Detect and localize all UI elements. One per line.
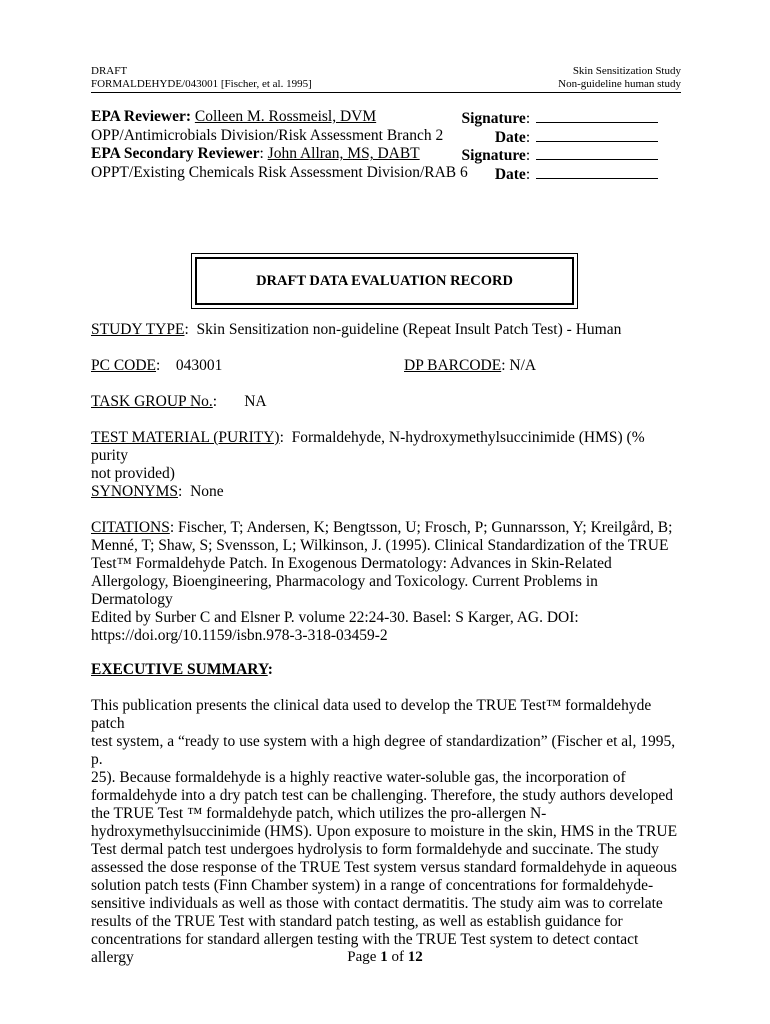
secondary-reviewer-name: John Allran, MS, DABT: [267, 145, 420, 163]
study-type-label: STUDY TYPE: [91, 321, 185, 338]
summary-line: 25). Because formaldehyde is a highly reactive water-soluble gas, the incorporation of: [91, 769, 626, 786]
reviewer-row-4: OPPT/Existing Chemicals Risk Assessment Division/RAB 6 Date:: [91, 164, 681, 183]
header-draft: DRAFT: [91, 65, 128, 77]
citation-line-2: Menné, T; Shaw, S; Svensson, L; Wilkinson, J. (1995). Clinical Standardization of the TRUE: [91, 537, 669, 554]
header-left: [91, 65, 312, 91]
synonyms-value: None: [190, 483, 224, 500]
page-total: 12: [407, 949, 423, 965]
page-footer: [0, 949, 770, 966]
title-text: DRAFT DATA EVALUATION RECORD: [195, 257, 574, 305]
signature-line-1: [536, 108, 658, 123]
reviewer-block: [91, 108, 681, 182]
summary-line: test system, a “ready to use system with a high degree of standardization” (Fischer et al, 1995, p.: [91, 733, 676, 768]
signature-line-2: [536, 145, 658, 160]
signature-label-1: Signature: [461, 110, 526, 127]
date-label-1: Date: [494, 128, 526, 146]
summary-line: the TRUE Test ™ formaldehyde patch, which utilizes the pro-allergen N-: [91, 805, 547, 822]
study-type-line: STUDY TYPE: Skin Sensitization non-guideline (Repeat Insult Patch Test) - Human: [91, 321, 622, 338]
task-group-value: NA: [244, 393, 267, 410]
citation-line-4: Allergology, Bioengineering, Pharmacology and Toxicology. Current Problems in Dermatology: [91, 573, 598, 608]
summary-line: Test dermal patch test undergoes hydrolysis to form formaldehyde and succinate. The study: [91, 841, 659, 858]
summary-line: This publication presents the clinical data used to develop the TRUE Test™ formaldehyde patch: [91, 697, 652, 732]
dp-barcode: [404, 357, 536, 375]
date-line-1: [536, 127, 658, 142]
summary-line: hydroxymethylsuccinimide (HMS). Upon exposure to moisture in the skin, HMS in the TRUE: [91, 823, 678, 840]
task-group-label: TASK GROUP No.: [91, 393, 213, 410]
summary-line: concentrations for standard allergen testing with the TRUE Test system to detect contact allergy: [91, 931, 639, 966]
header-doc-id: FORMALDEHYDE/043001 [Fischer, et al. 1995]: [91, 78, 312, 90]
header-study-type: Skin Sensitization Study: [572, 65, 681, 77]
summary-line: assessed the dose response of the TRUE Test system versus standard formaldehyde in aqueous: [91, 859, 677, 876]
reviewer-row-1: EPA Reviewer: Colleen M. Rossmeisl, DVM Signature:: [91, 108, 681, 127]
synonyms-label: SYNONYMS: [91, 483, 178, 500]
header-study-kind: Non-guideline human study: [558, 78, 681, 90]
secondary-reviewer-label: EPA Secondary Reviewer: [91, 145, 260, 163]
epa-reviewer-label: EPA Reviewer:: [91, 108, 191, 125]
secondary-reviewer-org: OPPT/Existing Chemicals Risk Assessment Division/RAB 6: [91, 163, 468, 181]
running-header: [91, 64, 681, 93]
header-right: [558, 65, 681, 91]
study-type-value: Skin Sensitization non-guideline (Repeat Insult Patch Test) - Human: [196, 321, 622, 338]
summary-line: formaldehyde into a dry patch test can be challenging. Therefore, the study authors developed: [91, 787, 674, 804]
pc-code-line: PC CODE: 043001 DP BARCODE: N/A: [91, 357, 537, 374]
signature-label-2: Signature: [461, 147, 526, 165]
date-line-2: [536, 164, 658, 179]
test-material-label: TEST MATERIAL (PURITY): [91, 429, 280, 446]
executive-summary-title: EXECUTIVE SUMMARY: [91, 661, 268, 678]
reviewer-row-3: EPA Secondary Reviewer: John Allran, MS, DABT Signature:: [91, 145, 681, 164]
title-box: [191, 253, 578, 309]
citations-block: [91, 519, 681, 645]
pc-code-label: PC CODE: [91, 357, 157, 374]
summary-line: results of the TRUE Test with standard patch testing, as well as establish guidance for: [91, 913, 623, 930]
epa-reviewer-name: Colleen M. Rossmeisl, DVM: [194, 108, 377, 125]
test-material-block: TEST MATERIAL (PURITY): Formaldehyde, N-hydroxymethylsuccinimide (HMS) (% purity not provided): [91, 429, 681, 483]
dp-barcode-label: DP BARCODE: [404, 357, 502, 374]
pc-code-value: 043001: [175, 357, 223, 374]
citations-label: CITATIONS: [91, 519, 170, 536]
page-middle: of: [387, 949, 408, 965]
page-current: 1: [380, 949, 388, 965]
epa-reviewer-org: OPP/Antimicrobials Division/Risk Assessment Branch 2: [91, 126, 444, 144]
test-material-line1: Formaldehyde, N-hydroxymethylsuccinimide (HMS) (% purity: [91, 429, 645, 464]
citation-line-6: https://doi.org/10.1159/isbn.978-3-318-03459-2: [91, 627, 388, 644]
reviewer-row-2: OPP/Antimicrobials Division/Risk Assessment Branch 2 Date:: [91, 127, 681, 146]
page-prefix: Page: [347, 949, 381, 965]
citation-line-1: : Fischer, T; Andersen, K; Bengtsson, U; Frosch, P; Gunnarsson, Y; Kreilgård, B;: [169, 519, 673, 536]
citation-line-3: Test™ Formaldehyde Patch. In Exogenous Dermatology: Advances in Skin-Related: [91, 555, 612, 572]
executive-summary-heading: EXECUTIVE SUMMARY:: [91, 661, 273, 678]
citation-line-5: Edited by Surber C and Elsner P. volume 22:24-30. Basel: S Karger, AG. DOI:: [91, 609, 579, 626]
summary-line: solution patch tests (Finn Chamber system) in a range of concentrations for formaldehyde-: [91, 877, 654, 894]
test-material-line2: not provided): [91, 465, 175, 482]
dp-barcode-value: : N/A: [501, 357, 537, 374]
executive-summary-body: [91, 697, 681, 967]
synonyms-line: SYNONYMS: None: [91, 483, 224, 500]
date-label-2: Date: [494, 165, 526, 183]
summary-line: sensitive individuals as well as those with contact dermatitis. The study aim was to correlate: [91, 895, 663, 912]
task-group-line: TASK GROUP No.: NA: [91, 393, 267, 410]
